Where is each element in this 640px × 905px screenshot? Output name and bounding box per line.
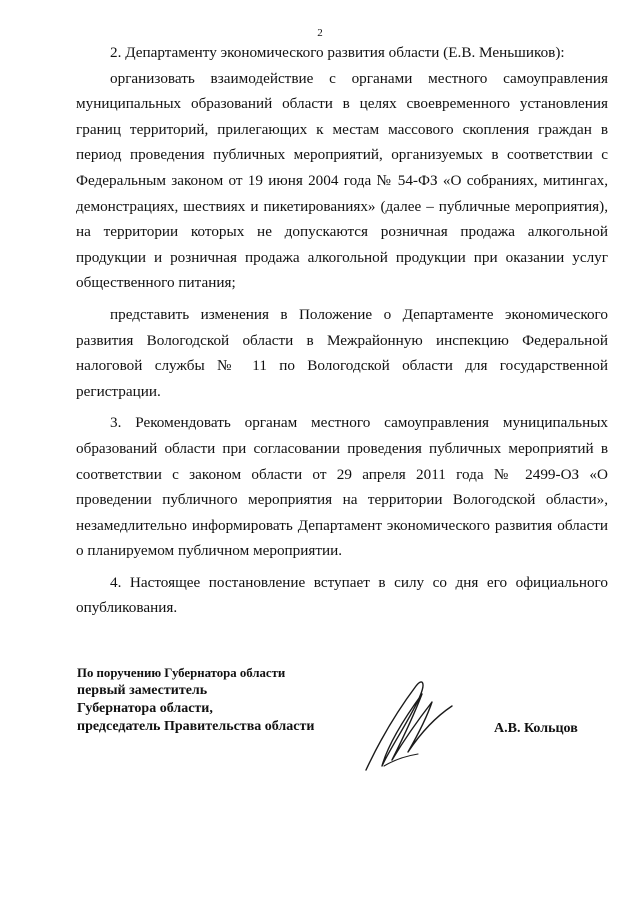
- signature-line-3: Губернатора области,: [77, 701, 213, 716]
- signer-name: А.В. Кольцов: [494, 721, 578, 736]
- handwritten-signature: [360, 670, 460, 780]
- document-body: [76, 40, 608, 621]
- paragraph-2-submit: представить изменения в Положение о Департаменте экономического развития Вологодской области в Межрайонную инспекцию Федеральной налоговой службы № 11 по Вологодской области для государственной регистрации.: [76, 305, 608, 400]
- signature-line-1: По поручению Губернатора области: [77, 666, 286, 680]
- paragraph-2: 2. Департаменту экономического развития области (Е.В. Меньшиков):: [110, 44, 565, 61]
- signature-block: [77, 664, 314, 736]
- paragraph-4: 4. Настоящее постановление вступает в силу со дня его официального опубликования.: [76, 573, 608, 617]
- page-number: 2: [317, 27, 323, 39]
- signature-line-4: председатель Правительства области: [77, 719, 315, 734]
- signature-line-2: первый заместитель: [77, 683, 208, 698]
- paragraph-3: 3. Рекомендовать органам местного самоуправления муниципальных образований области при согласовании проведения публичных мероприятий в соответствии с законом области от 29 апреля 2011 года № 2499-ОЗ «О проведении публичного мероприятия на территории Вологодской области», незамедлительно информировать Департамент экономического развития области о планируемом публичном мероприятии.: [76, 414, 608, 560]
- paragraph-2-organize: организовать взаимодействие с органами местного самоуправления муниципальных образований области в целях своевременного установления границ территорий, прилегающих к местам массового скопления граждан в период проведения публичных мероприятий, организуемых в соответствии с Федеральным законом от 19 июня 2004 года № 54-ФЗ «О собраниях, митингах, демонстрациях, шествиях и пикетированиях» (далее – публичные мероприятия), на территории которых не допускаются розничная продажа алкогольной продукции и розничная продажа алкогольной продукции при оказании услуг общественного питания;: [76, 69, 608, 292]
